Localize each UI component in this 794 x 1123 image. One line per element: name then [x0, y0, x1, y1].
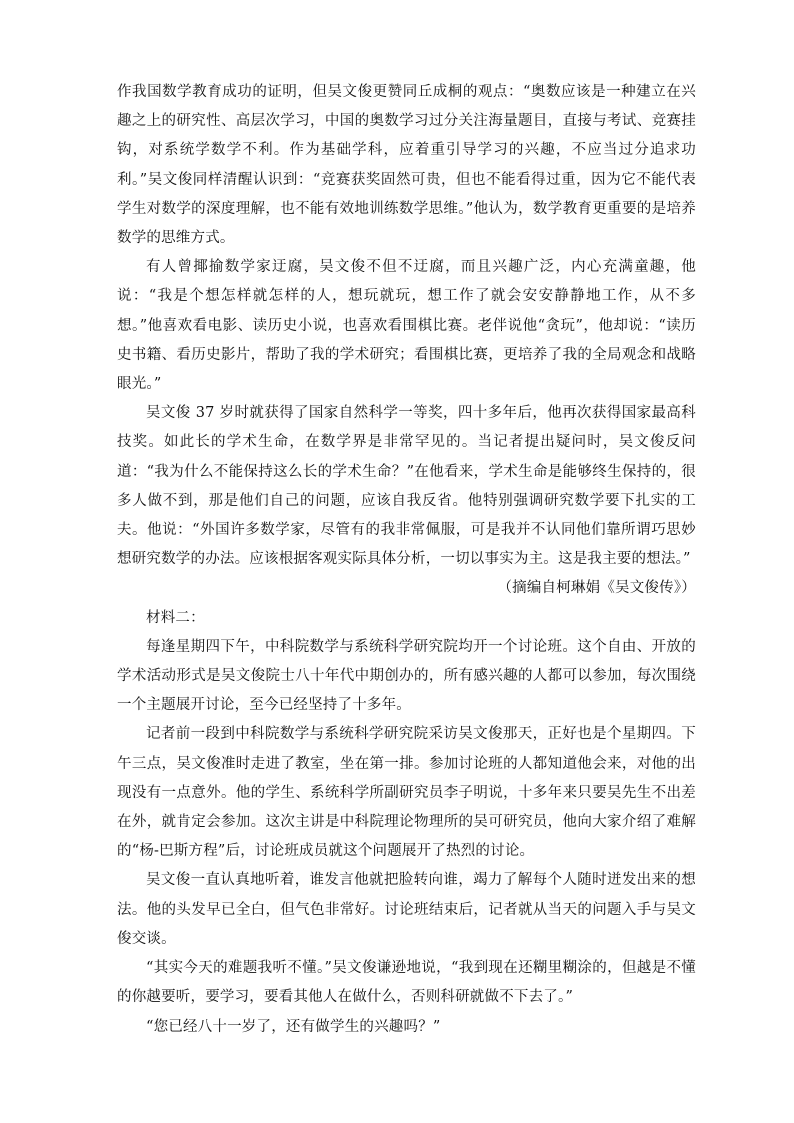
section-heading-material-2: 材料二： — [146, 609, 205, 626]
document-body — [117, 78, 696, 1042]
paragraph-2: 有人曾揶揄数学家迂腐，吴文俊不但不迂腐，而且兴趣广泛，内心充满童趣，他说：“我是个想怎样就怎样的人，想玩就玩，想工作了就会安安静静地工作，从不多想。”他喜欢看电影、读历史小说，也喜欢看围棋比赛。老伴说他“贪玩”，他却说：“读历史书籍、看历史影片，帮助了我的学术研究；看围棋比赛，更培养了我的全局观念和战略眼光。” — [117, 259, 696, 393]
paragraph-5: 记者前一段到中科院数学与系统科学研究院采访吴文俊那天，正好也是个星期四。下午三点，吴文俊准时走进了教室，坐在第一排。参加讨论班的人都知道他会来，对他的出现没有一点意外。他的学生、系统科学所副研究员李子明说，十多年来只要吴先生不出差在外，就肯定会参加。这次主讲是中科院理论物理所的吴可研究员，他向大家介绍了难解的“杨-巴斯方程”后，讨论班成员就这个问题展开了热烈的讨论。 — [117, 726, 696, 860]
source-citation: （摘编自柯琳娟《吴文俊传》） — [497, 580, 696, 597]
paragraph-1: 作我国数学教育成功的证明，但吴文俊更赞同丘成桐的观点：“奥数应该是一种建立在兴趣之上的研究性、高层次学习，中国的奥数学习过分关注海量题目，直接与考试、竞赛挂钩，对系统学数学不利。作为基础学科，应着重引导学习的兴趣，不应当过分追求功利。”吴文俊同样清醒认识到：“竞赛获奖固然可贵，但也不能看得过重，因为它不能代表学生对数学的深度理解，也不能有效地训练数学思维。”他认为，数学教育更重要的是培养数学的思维方式。 — [117, 84, 696, 247]
paragraph-3: 吴文俊 37 岁时就获得了国家自然科学一等奖，四十多年后，他再次获得国家最高科技奖。如此长的学术生命，在数学界是非常罕见的。当记者提出疑问时，吴文俊反问道：“我为什么不能保持这么长的学术生命？”在他看来，学术生命是能够终生保持的，很多人做不到，那是他们自己的问题，应该自我反省。他特别强调研究数学要下扎实的工夫。他说：“外国许多数学家，尽管有的我非常佩服，可是我并不认同他们靠所谓巧思妙想研究数学的办法。应该根据客观实际具体分析，一切以事实为主。这是我主要的想法。” — [117, 405, 696, 568]
paragraph-4: 每逢星期四下午，中科院数学与系统科学研究院均开一个讨论班。这个自由、开放的学术活动形式是吴文俊院士八十年代中期创办的，所有感兴趣的人都可以参加，每次围绕一个主题展开讨论，至今已经坚持了十多年。 — [117, 638, 696, 714]
paragraph-7: “其实今天的难题我听不懂。”吴文俊谦逊地说，“我到现在还糊里糊涂的，但越是不懂的你越要听，要学习，要看其他人在做什么，否则科研就做不下去了。” — [117, 960, 696, 1006]
paragraph-6: 吴文俊一直认真地听着，谁发言他就把脸转向谁，竭力了解每个人随时迸发出来的想法。他的头发早已全白，但气色非常好。讨论班结束后，记者就从当天的问题入手与吴文俊交谈。 — [117, 872, 696, 947]
paragraph-8: “您已经八十一岁了，还有做学生的兴趣吗？” — [146, 1018, 441, 1035]
